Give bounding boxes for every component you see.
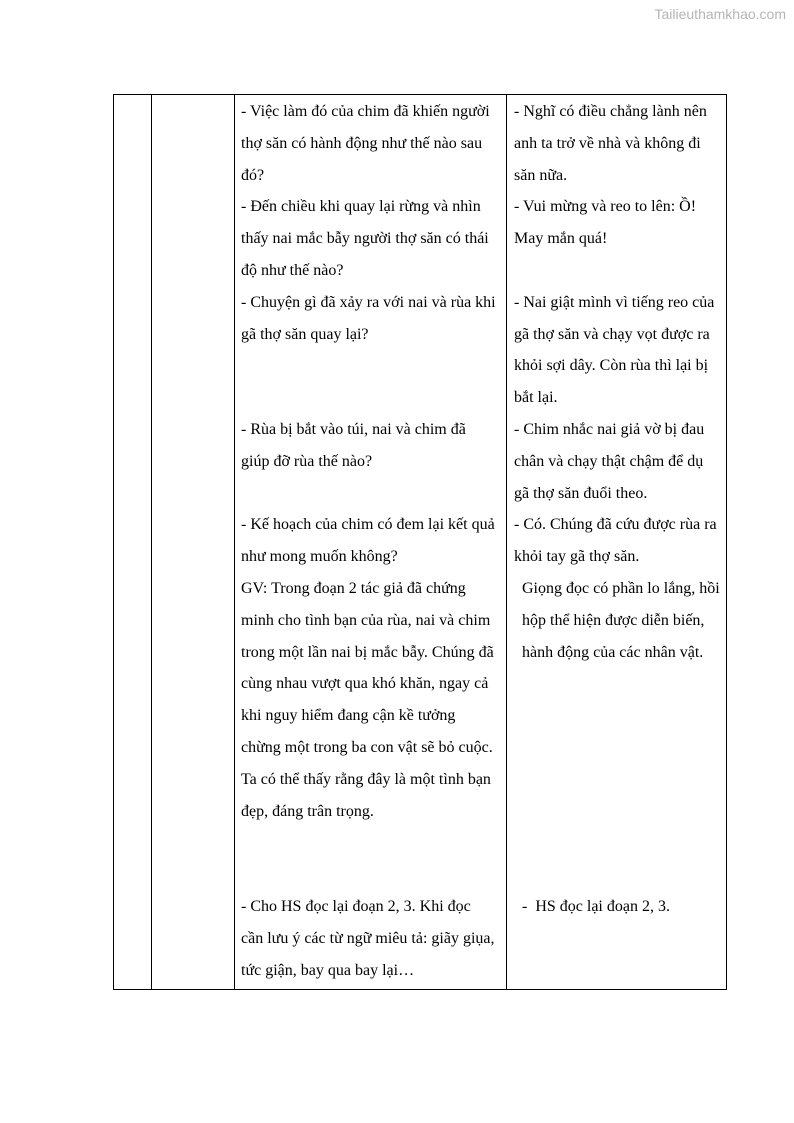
question-text: - Cho HS đọc lại đoạn 2, 3. Khi đọc cần lưu ý các từ ngữ miêu tả: giãy giụa, tức giận, bay qua bay lại… [241, 897, 495, 979]
column-1-cell [114, 95, 152, 990]
question-text: - Kế hoạch của chim có đem lại kết quả như mong muốn không? [241, 516, 495, 566]
question-text: - Đến chiều khi quay lại rừng và nhìn thấy nai mắc bẫy người thợ săn có thái độ như thế nào? [241, 198, 489, 279]
answer-text: - Vui mừng và reo to lên: Ồ! May mắn quá! [514, 198, 697, 248]
answer-text: - Có. Chúng đã cứu được rùa ra khỏi tay gã thợ săn. [514, 516, 717, 566]
watermark: Tailieuthamkhao.com [654, 6, 786, 22]
teacher-summary-text: GV: Trong đoạn 2 tác giả đã chứng minh cho tình bạn của rùa, nai và chim trong một lần nai bị mắc bẫy. Chúng đã cùng nhau vượt qua khó khăn, ngay cả khi nguy hiểm đang cận kề tưởng chừng một trong ba con vật sẽ bỏ cuộc. Ta có thể thấy rằng đây là một tình bạn đẹp, đáng trân trọng. [241, 579, 494, 820]
answer-text: - HS đọc lại đoạn 2, 3. [522, 897, 670, 915]
question-text: - Rùa bị bắt vào túi, nai và chim đã giúp đỡ rùa thế nào? [241, 420, 466, 470]
reading-note-text: Giọng đọc có phần lo lắng, hồi hộp thể hiện được diễn biến, hành động của các nhân vật. [522, 579, 720, 661]
answer-text: - Chim nhắc nai giả vờ bị đau chân và chạy thật chậm để dụ gã thợ săn đuổi theo. [514, 420, 705, 502]
answer-text: - Nai giật mình vì tiếng reo của gã thợ săn và chạy vọt được ra khỏi sợi dây. Còn rùa thì lại bị bắt lại. [514, 293, 715, 407]
lesson-table [113, 94, 727, 990]
question-text: - Chuyện gì đã xảy ra với nai và rùa khi gã thợ săn quay lại? [241, 293, 496, 343]
answer-text: - Nghĩ có điều chẳng lành nên anh ta trở về nhà và không đi săn nữa. [514, 103, 707, 184]
student-activity-cell [507, 95, 727, 990]
question-text: - Việc làm đó của chim đã khiến người thợ săn có hành động như thế nào sau đó? [241, 103, 490, 184]
table-row [114, 95, 727, 990]
teacher-activity-cell [235, 95, 507, 990]
column-2-cell [152, 95, 235, 990]
